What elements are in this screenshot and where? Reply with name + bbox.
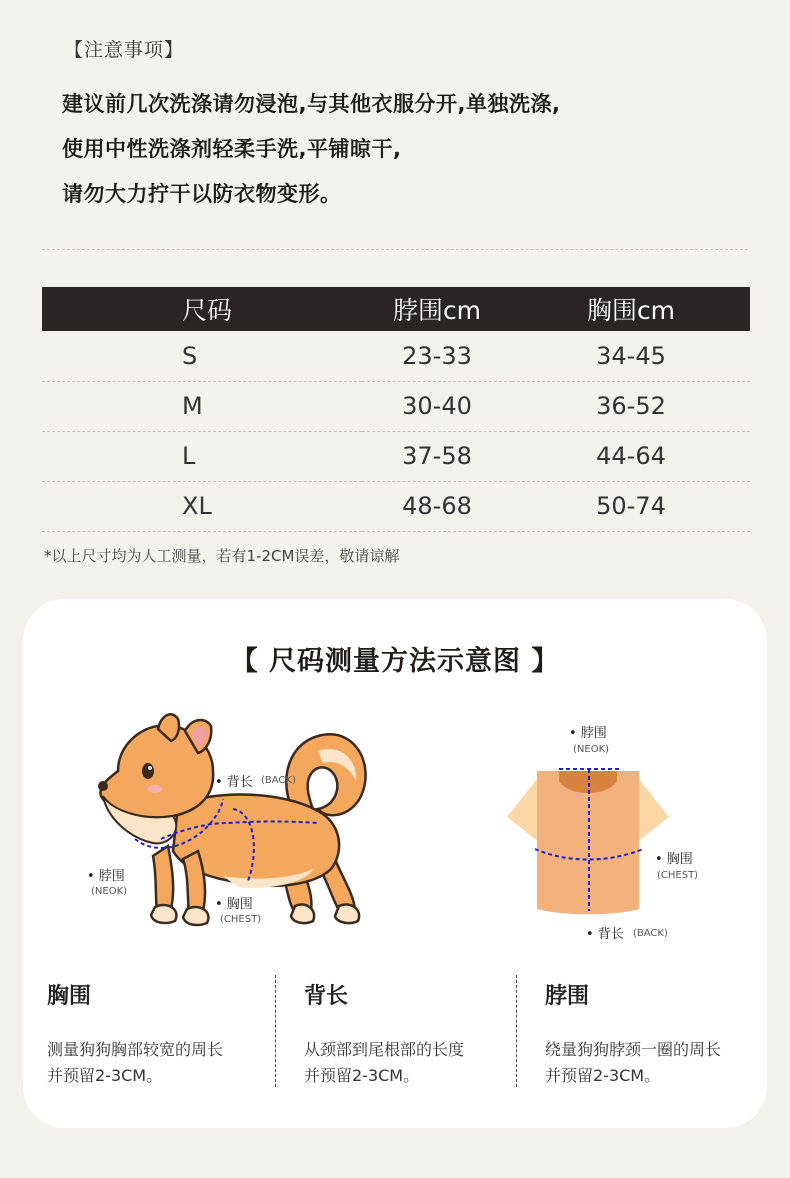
neck-title: 脖围 <box>545 984 590 1009</box>
shirt-neck-label-en: (NEOK) <box>573 744 610 755</box>
shirt-chest-label-en: (CHEST) <box>657 870 699 881</box>
chest-title: 胸围 <box>47 984 92 1009</box>
chest-desc-line: 测量狗狗胸部较宽的周长 <box>47 1040 224 1059</box>
chest-desc-line: 并预留2-3CM。 <box>47 1066 163 1085</box>
dog-neck-label: • 脖围 <box>87 869 125 884</box>
cell-size: L <box>42 431 362 481</box>
cell-size: S <box>42 331 362 381</box>
back-desc-line: 从颈部到尾根部的长度 <box>304 1040 465 1059</box>
cell-size: M <box>42 381 362 431</box>
notice-line: 使用中性洗涤剂轻柔手洗,平铺晾干, <box>62 137 402 161</box>
dog-back-label-en: (BACK) <box>261 775 296 786</box>
column-divider <box>275 975 276 1087</box>
back-desc-line: 并预留2-3CM。 <box>304 1066 420 1085</box>
shirt-back-label-en: (BACK) <box>633 928 668 939</box>
neck-desc-line: 并预留2-3CM。 <box>545 1066 661 1085</box>
footnote: *以上尺寸均为人工测量，若有1-2CM误差，敬请谅解 <box>44 547 400 565</box>
back-desc <box>304 1037 519 1089</box>
guide-title: 【 尺码测量方法示意图 】 <box>230 646 560 677</box>
header-size: 尺码 <box>42 287 362 331</box>
cell-neck: 37-58 <box>362 431 512 481</box>
dog-chest-label-en: (CHEST) <box>220 914 262 925</box>
neck-desc-line: 绕量狗狗脖颈一圈的周长 <box>545 1040 722 1059</box>
dog-neck-label-en: (NEOK) <box>91 886 128 897</box>
table-header-row <box>42 287 750 331</box>
back-title: 背长 <box>304 984 349 1009</box>
cell-chest: 44-64 <box>512 431 750 481</box>
neck-desc <box>545 1037 760 1089</box>
shirt-chest-label: • 胸围 <box>655 852 693 867</box>
table-row <box>42 381 750 431</box>
measurement-guide-card <box>23 599 767 1128</box>
shirt-neck-label: • 脖围 <box>569 726 607 741</box>
chest-desc <box>47 1037 262 1089</box>
dog-chest-label: • 胸围 <box>215 897 253 912</box>
notice-line: 请勿大力拧干以防衣物变形。 <box>62 182 342 206</box>
header-neck: 脖围cm <box>362 287 512 331</box>
notice-heading: 【注意事项】 <box>64 39 185 61</box>
cell-chest: 50-74 <box>512 481 750 531</box>
shirt-back-label: • 背长 <box>586 927 624 942</box>
table-row <box>42 331 750 381</box>
column-divider <box>516 975 517 1087</box>
size-table <box>42 287 750 532</box>
cell-neck: 48-68 <box>362 481 512 531</box>
divider <box>42 249 748 250</box>
cell-chest: 36-52 <box>512 381 750 431</box>
table-row <box>42 431 750 481</box>
header-chest: 胸围cm <box>512 287 750 331</box>
table-row <box>42 481 750 531</box>
dog-back-label: • 背长 <box>215 775 253 790</box>
cell-size: XL <box>42 481 362 531</box>
notice-line: 建议前几次洗涤请勿浸泡,与其他衣服分开,单独洗涤, <box>62 92 561 116</box>
shirt-illustration <box>507 759 672 919</box>
cell-chest: 34-45 <box>512 331 750 381</box>
cell-neck: 23-33 <box>362 331 512 381</box>
cell-neck: 30-40 <box>362 381 512 431</box>
